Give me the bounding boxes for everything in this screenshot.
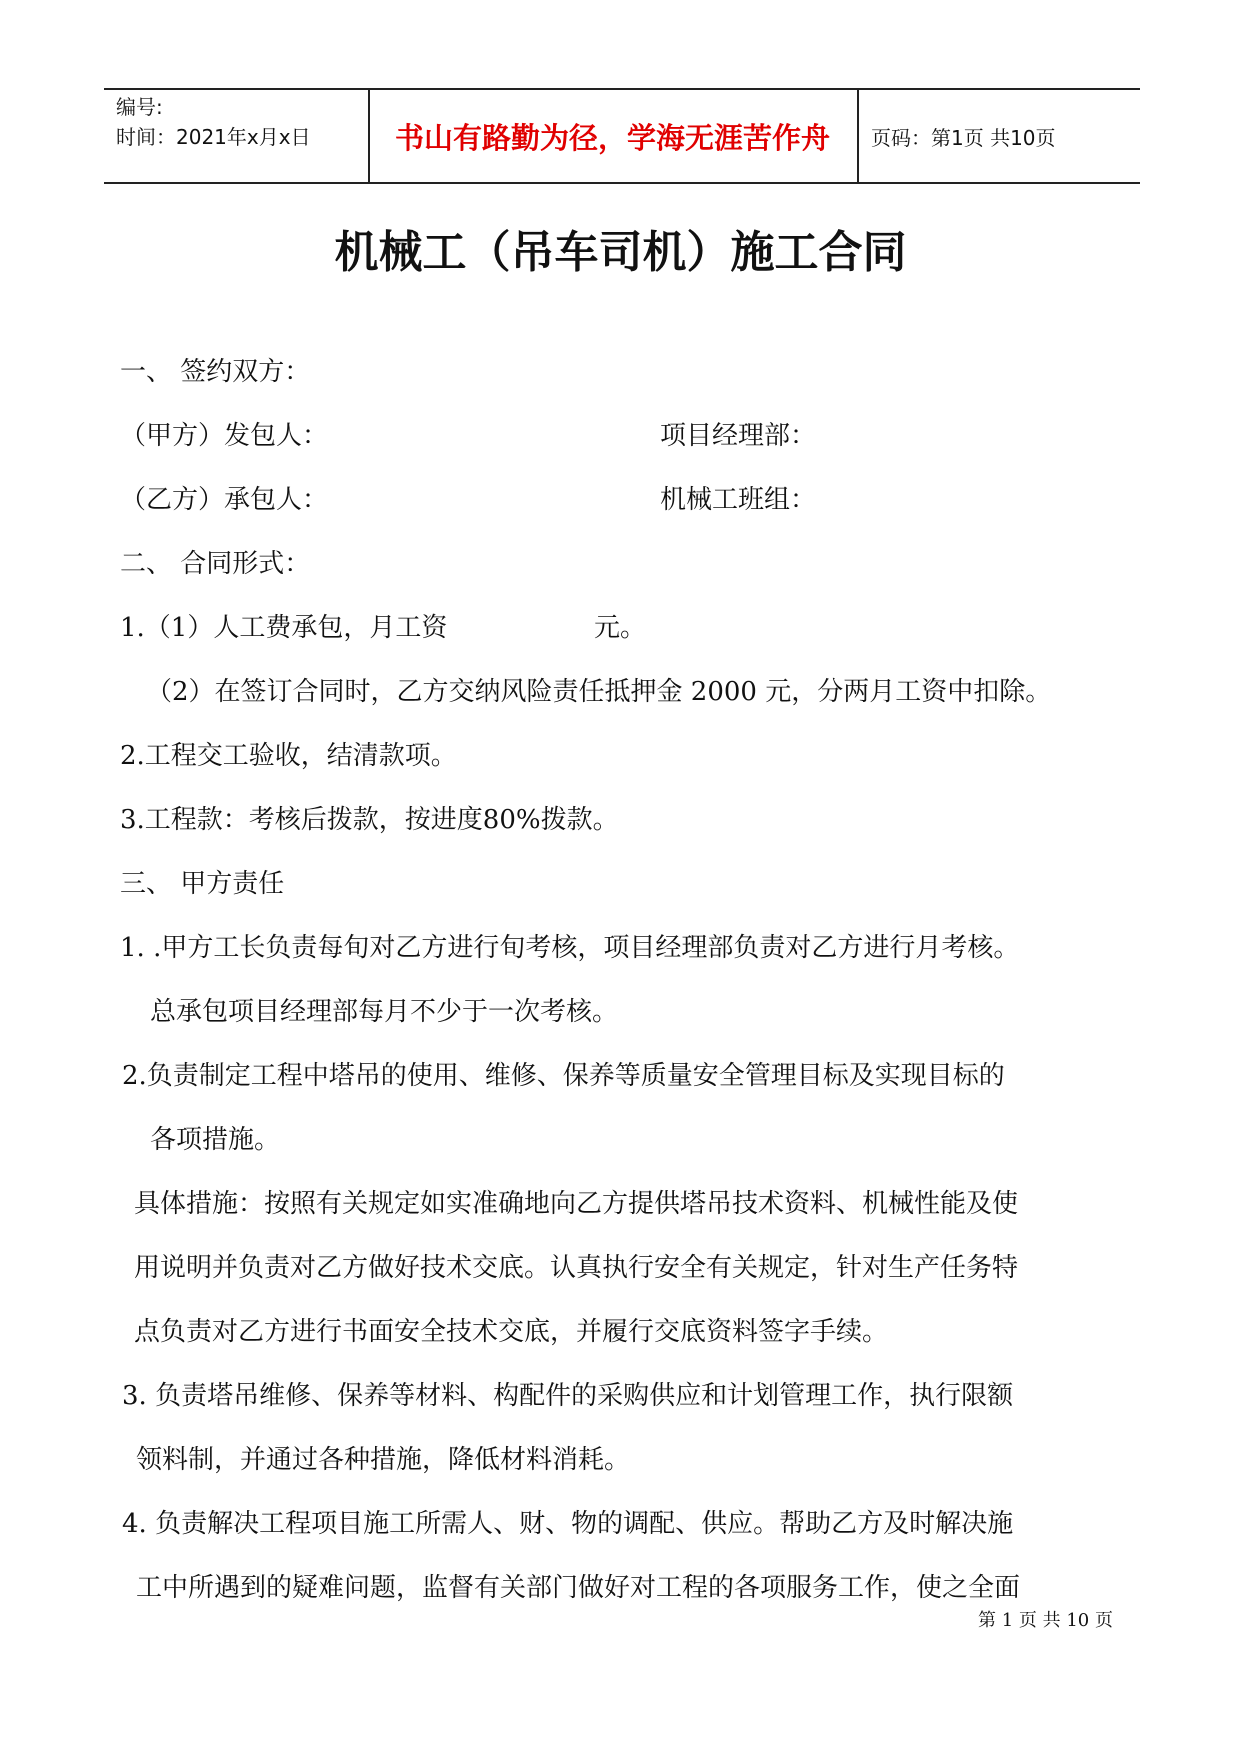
clause-3-1: 1. .甲方工长负责每旬对乙方进行旬考核，项目经理部负责对乙方进行月考核。	[120, 933, 1020, 963]
page-footer: 第 1 页 共 10 页	[978, 1610, 1113, 1631]
header-left-cell	[116, 92, 362, 152]
header-motto: 书山有路勤为径，学海无涯苦作舟	[394, 121, 830, 155]
section-2-heading: 二、 合同形式：	[120, 549, 311, 579]
document-title: 机械工（吊车司机）施工合同	[334, 227, 907, 278]
clause-2-1-2: （2）在签订合同时，乙方交纳风险责任抵押金 2000 元，分两月工资中扣除。	[146, 677, 1052, 707]
measures-line-1: 具体措施：按照有关规定如实准确地向乙方提供塔吊技术资料、机械性能及使	[134, 1189, 1019, 1219]
clause-3-4-cont: 工中所遇到的疑难问题，监督有关部门做好对工程的各项服务工作，使之全面	[136, 1573, 1021, 1603]
header-page-label: 页码：第1页 共10页	[871, 126, 1056, 150]
crew-label: 机械工班组：	[660, 485, 817, 515]
clause-3-2-cont: 各项措施。	[150, 1125, 281, 1155]
clause-3-1-cont: 总承包项目经理部每月不少于一次考核。	[150, 997, 619, 1027]
section-3-heading: 三、 甲方责任	[120, 869, 285, 899]
header-number-label: 编号:	[116, 95, 163, 119]
clause-3-2: 2.负责制定工程中塔吊的使用、维修、保养等质量安全管理目标及实现目标的	[122, 1061, 1005, 1091]
clause-2-3: 3.工程款：考核后拨款，按进度80%拨款。	[120, 805, 619, 835]
project-dept-label: 项目经理部：	[660, 421, 817, 451]
header-divider-left	[368, 88, 370, 182]
header-time-label: 时间：2021年x月x日	[116, 125, 311, 149]
clause-2-2: 2.工程交工验收，结清款项。	[120, 741, 457, 771]
section-1-heading: 一、 签约双方：	[120, 357, 311, 387]
header-bottom-rule	[104, 182, 1140, 184]
clause-3-3: 3. 负责塔吊维修、保养等材料、构配件的采购供应和计划管理工作，执行限额	[122, 1381, 1014, 1411]
party-b-label: （乙方）承包人：	[120, 485, 329, 515]
header-divider-right	[857, 88, 859, 182]
party-a-label: （甲方）发包人：	[120, 421, 329, 451]
clause-2-1-1-unit: 元。	[594, 613, 647, 643]
measures-line-2: 用说明并负责对乙方做好技术交底。认真执行安全有关规定，针对生产任务特	[134, 1253, 1019, 1283]
measures-line-3: 点负责对乙方进行书面安全技术交底，并履行交底资料签字手续。	[134, 1317, 889, 1347]
clause-3-4: 4. 负责解决工程项目施工所需人、财、物的调配、供应。帮助乙方及时解决施	[122, 1509, 1014, 1539]
header-top-rule	[104, 88, 1140, 90]
clause-3-3-cont: 领料制，并通过各种措施，降低材料消耗。	[136, 1445, 631, 1475]
clause-2-1-1: 1.（1）人工费承包，月工资	[120, 613, 448, 643]
